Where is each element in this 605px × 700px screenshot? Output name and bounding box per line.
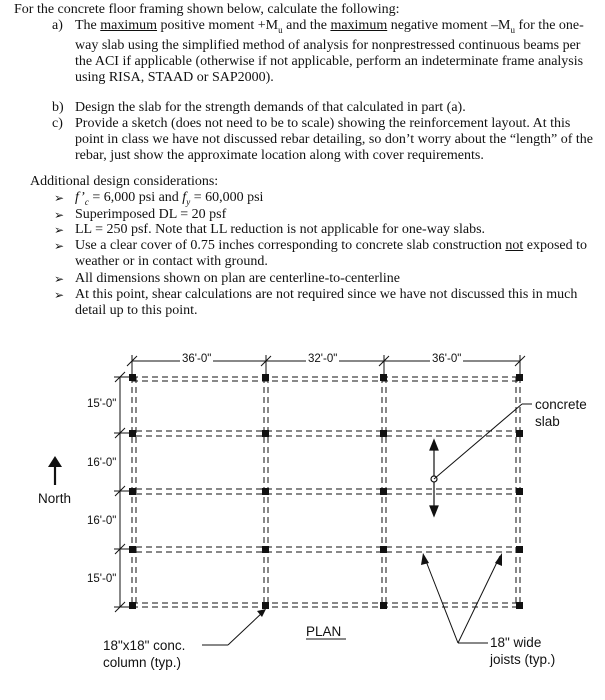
dim-bay-3: 16'-0" — [87, 515, 117, 527]
part-b-text: Design the slab for the strength demands of that calculated in part (a). — [75, 100, 466, 115]
consideration-ll: ➢ LL = 250 psf. Note that LL reduction is not applicable for one-way slabs. — [54, 222, 486, 237]
dim-span-2: 32'-0" — [308, 353, 338, 365]
column-leader — [202, 609, 266, 645]
additional-title: Additional design considerations: — [30, 174, 219, 189]
columns — [129, 374, 523, 609]
north-label: North — [38, 491, 72, 506]
joist-leaders — [421, 553, 502, 643]
part-c-text: Provide a sketch (does not need to be to scale) showing the reinforcement layout. At this point in class we have not discussed rebar detailing, so don’t worry about the “length” of the rebar, just show the approximate location along with cover requirements. — [75, 116, 593, 164]
dim-span-3: 36'-0" — [432, 353, 462, 365]
plan-title: PLAN — [306, 624, 342, 639]
slab-leader — [434, 404, 532, 479]
column-label: 18"x18" conc. column (typ.) — [103, 638, 186, 670]
part-c-label: c) — [52, 116, 63, 131]
intro-text: For the concrete floor framing shown below, calculate the following: — [14, 2, 400, 17]
consideration-strength: ➢ $f’_c = 6,000$ psi and $f_y = 60,000$ psi — [54, 190, 264, 207]
dim-bay-2: 16'-0" — [87, 457, 117, 469]
dim-bay-1: 15'-0" — [87, 398, 117, 410]
consideration-dimensions: ➢ All dimensions shown on plan are centerline-to-centerline — [54, 271, 401, 286]
girder-lines — [264, 377, 386, 607]
part-a-label: a) — [52, 18, 63, 33]
bullet-arrow-icon: ➢ — [54, 191, 65, 205]
consideration-shear: ➢ At this point, shear calculations are not required since we have not discussed this in much detail up to this point. — [54, 287, 578, 319]
bullet-arrow-icon: ➢ — [54, 208, 65, 222]
part-a-text: The maximum positive moment $+M_u$ and the maximum negative moment $-M_u$ for the one-way slab using the simplified method of analysis for nonprestressed continuous beams per the ACI if applicable (otherwise if not applicable, perform an indeterminate frame analysis using RISA, STAAD or SAP2000). — [75, 18, 584, 86]
bullet-arrow-icon: ➢ — [54, 288, 65, 302]
joist-lines — [136, 431, 516, 552]
bullet-arrow-icon: ➢ — [54, 223, 65, 237]
part-b-label: b) — [52, 100, 64, 115]
bullet-arrow-icon: ➢ — [54, 239, 65, 253]
dim-span-1: 36'-0" — [182, 353, 212, 365]
consideration-cover: ➢ Use a clear cover of 0.75 inches corresponding to concrete slab construction not exposed to weather or in contact with ground. — [54, 238, 587, 270]
span-arrows — [430, 440, 438, 516]
dim-bay-4: 15'-0" — [87, 573, 117, 585]
north-arrow-icon — [48, 456, 62, 485]
slab-outline — [132, 377, 520, 607]
slab-label: concrete slab — [535, 397, 587, 429]
joist-label: 18" wide joists (typ.) — [490, 635, 556, 667]
consideration-dl: ➢ Superimposed DL = 20 psf — [54, 207, 227, 222]
bullet-arrow-icon: ➢ — [54, 272, 65, 286]
